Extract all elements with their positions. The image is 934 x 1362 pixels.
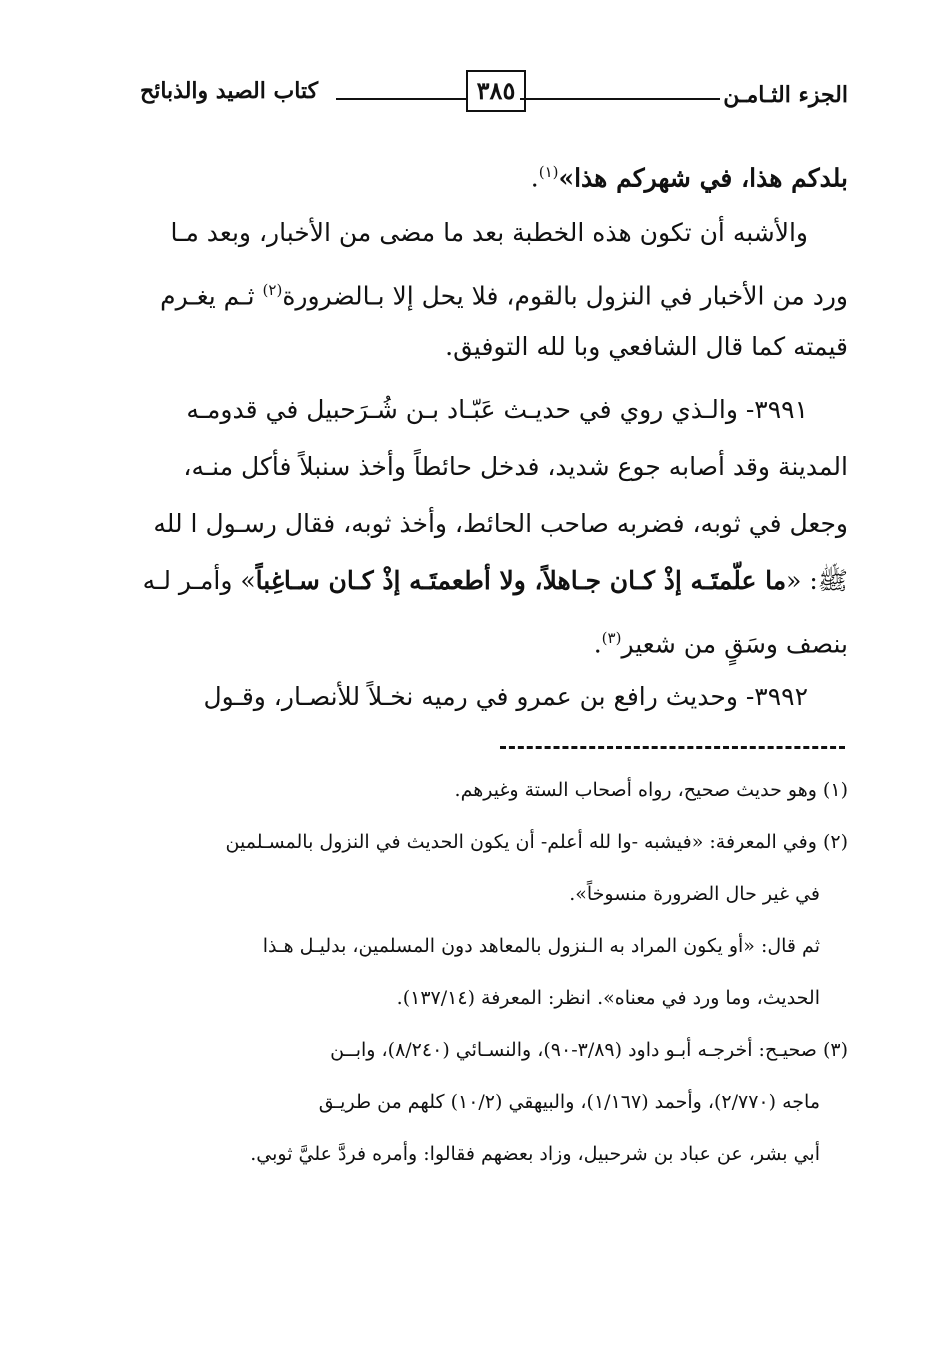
footnote-2-cont: الحديث، وما ورد في معناه». انظر: المعرفة (١٣٧/١٤).	[396, 987, 820, 1009]
footnote-3-cont: أبي بشر، عن عباد بن شرحبيل، وزاد بعضهم فقالوا: وأمره فردَّ عليَّ ثوبي.	[250, 1143, 820, 1165]
text-line	[128, 616, 848, 673]
header-rule-right	[520, 98, 720, 100]
footnote-2-cont: في غير حال الضرورة منسوخاً».	[569, 883, 820, 905]
footnote-separator	[500, 746, 845, 749]
text-line: وجعل في ثوبه، فضربه صاحب الحائط، وأخذ ثوبه، فقال رسـول ا لله	[153, 509, 848, 538]
footnote-2: (٢) وفي المعرفة: «فيشبه -وا لله أعلم- أن يكون الحديث في النزول بالمسـلمين	[225, 831, 848, 853]
text-segment: بنصف وسَقٍ من شعير	[621, 629, 848, 659]
volume-title: الجزء الثـامـن	[723, 82, 848, 108]
hadith-quote: ما علّمتَـه إذْ كـان جـاهلاً، ولا أطعمتَـه إذْ كـان سـاغِباً	[255, 566, 787, 595]
text-line: ٣٩٩٢- وحديث رافع بن عمرو في رميه نخـلاً للأنصـار، وقـول	[203, 682, 808, 711]
main-text	[128, 150, 848, 732]
hadith-quote: بلدكم هذا، في شهركم هذا»	[558, 163, 848, 193]
footnote-3: (٣) صحيـح: أخرجـه أبـو داود (٣/٨٩-٩٠)، والنسـائي (٨/٢٤٠)، وابــن	[330, 1039, 848, 1061]
text-line	[128, 559, 848, 616]
text-line: والأشبه أن تكون هذه الخطبة بعد ما مضى من الأخبار، وبعد مـا	[170, 218, 808, 247]
header-rule-left	[336, 98, 466, 100]
text-segment: ثـم يغـرم	[160, 281, 263, 311]
text-segment: » وأمـر لـه	[142, 566, 256, 595]
text-line: قيمته كما قال الشافعي وبا لله التوفيق.	[445, 332, 848, 361]
page-number: ٣٨٥	[466, 70, 526, 112]
footnote-1: (١) وهو حديث صحيح، رواه أصحاب الستة وغيرهم.	[454, 779, 848, 801]
footnote-ref: (٢)	[262, 281, 283, 299]
punctuation: .	[593, 629, 602, 659]
footnote-ref: (١)	[538, 163, 559, 181]
text-line: المدينة وقد أصابه جوع شديد، فدخل حائطاً وأخذ سنبلاً فأكل منـه،	[183, 452, 848, 481]
text-segment: ﷺ: «	[786, 566, 848, 595]
footnotes	[128, 770, 848, 1186]
text-line: ٣٩٩١- والـذي روي في حديـث عَبّـاد بـن شُـرَحبيل في قدومـه	[186, 395, 808, 424]
text-line	[128, 268, 848, 325]
footnote-2-cont: ثم قال: «أو يكون المراد به الـنزول بالمعاهد دون المسلمين، بدليـل هـذا	[262, 935, 820, 957]
page-header	[128, 70, 848, 120]
punctuation: .	[530, 163, 539, 193]
book-title: كتاب الصيد والذبائح	[140, 78, 319, 104]
text-segment: ورد من الأخبار في النزول بالقوم، فلا يحل إلا بـالضرورة	[282, 281, 848, 311]
text-line	[128, 150, 848, 207]
footnote-3-cont: ماجه (٢/٧٧٠)، وأحمد (١/١٦٧)، والبيهقي (١٠/٢) كلهم من طريـق	[318, 1091, 820, 1113]
footnote-ref: (٣)	[601, 629, 622, 647]
